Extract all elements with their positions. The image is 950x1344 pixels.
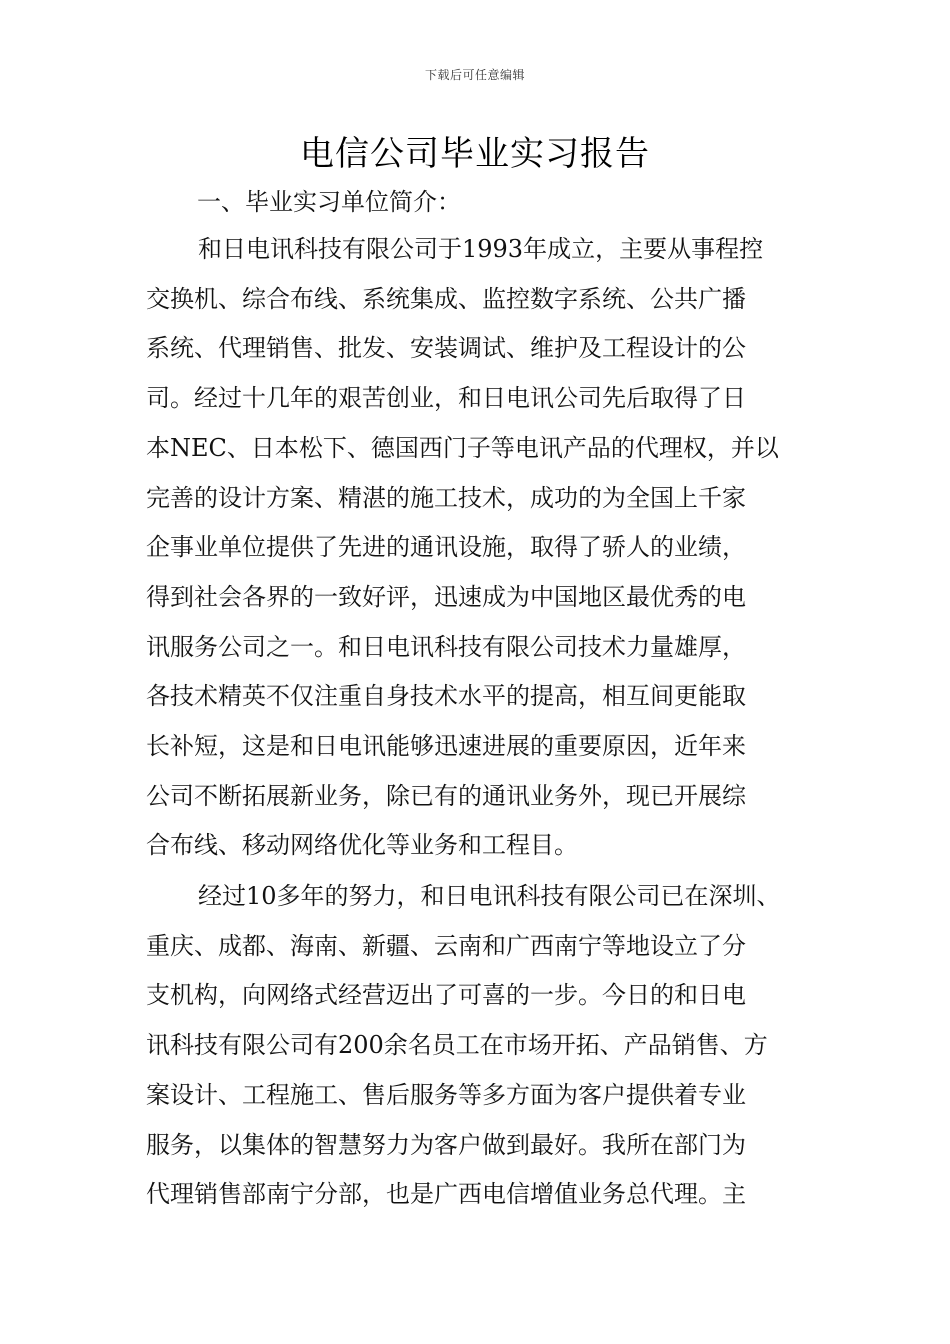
paragraph-line: 重庆、成都、海南、新疆、云南和广西南宁等地设立了分 <box>146 931 746 960</box>
paragraph-line: 得到社会各界的一致好评，迅速成为中国地区最优秀的电 <box>146 582 746 611</box>
paragraph-line: 公司不断拓展新业务，除已有的通讯业务外，现已开展综 <box>146 781 746 810</box>
paragraph-line: 各技术精英不仅注重自身技术水平的提高，相互间更能取 <box>146 682 746 711</box>
paragraph-line: 讯服务公司之一。和日电讯科技有限公司技术力量雄厚， <box>146 632 746 661</box>
paragraph-line: 企事业单位提供了先进的通讯设施，取得了骄人的业绩， <box>146 533 746 562</box>
paragraph-line: 司。经过十几年的艰苦创业，和日电讯公司先后取得了日 <box>146 384 746 413</box>
paragraph-line: 合布线、移动网络优化等业务和工程目。 <box>146 831 578 860</box>
paragraph-line: 长补短，这是和日电讯能够迅速进展的重要原因，近年来 <box>146 732 746 761</box>
paragraph-line: 完善的设计方案、精湛的施工技术，成功的为全国上千家 <box>146 483 746 512</box>
paragraph-line: 讯科技有限公司有200余名员工在市场开拓、产品销售、方 <box>146 1031 768 1060</box>
paragraph-line: 支机构，向网络式经营迈出了可喜的一步。今日的和日电 <box>146 981 746 1010</box>
header-note: 下载后可任意编辑 <box>424 68 525 82</box>
paragraph-line: 本NEC、日本松下、德国西门子等电讯产品的代理权，并以 <box>146 433 779 462</box>
paragraph-line: 交换机、综合布线、系统集成、监控数字系统、公共广播 <box>146 284 746 313</box>
body-paragraph <box>146 225 836 871</box>
document-title: 电信公司毕业实习报告 <box>300 134 650 174</box>
paragraph-line: 和日电讯科技有限公司于1993年成立，主要从事程控 <box>198 235 764 263</box>
paragraph-line: 系统、代理销售、批发、安装调试、维护及工程设计的公 <box>146 334 746 363</box>
paragraph-line: 服务，以集体的智慧努力为客户做到最好。我所在部门为 <box>146 1130 746 1159</box>
paragraph-line: 案设计、工程施工、售后服务等多方面为客户提供着专业 <box>146 1080 746 1109</box>
section-heading: 一、毕业实习单位简介： <box>197 188 461 216</box>
body-paragraph <box>146 872 836 1220</box>
paragraph-line: 经过10多年的努力，和日电讯科技有限公司已在深圳、 <box>198 882 781 910</box>
paragraph-line: 代理销售部南宁分部，也是广西电信增值业务总代理。主 <box>146 1180 746 1209</box>
